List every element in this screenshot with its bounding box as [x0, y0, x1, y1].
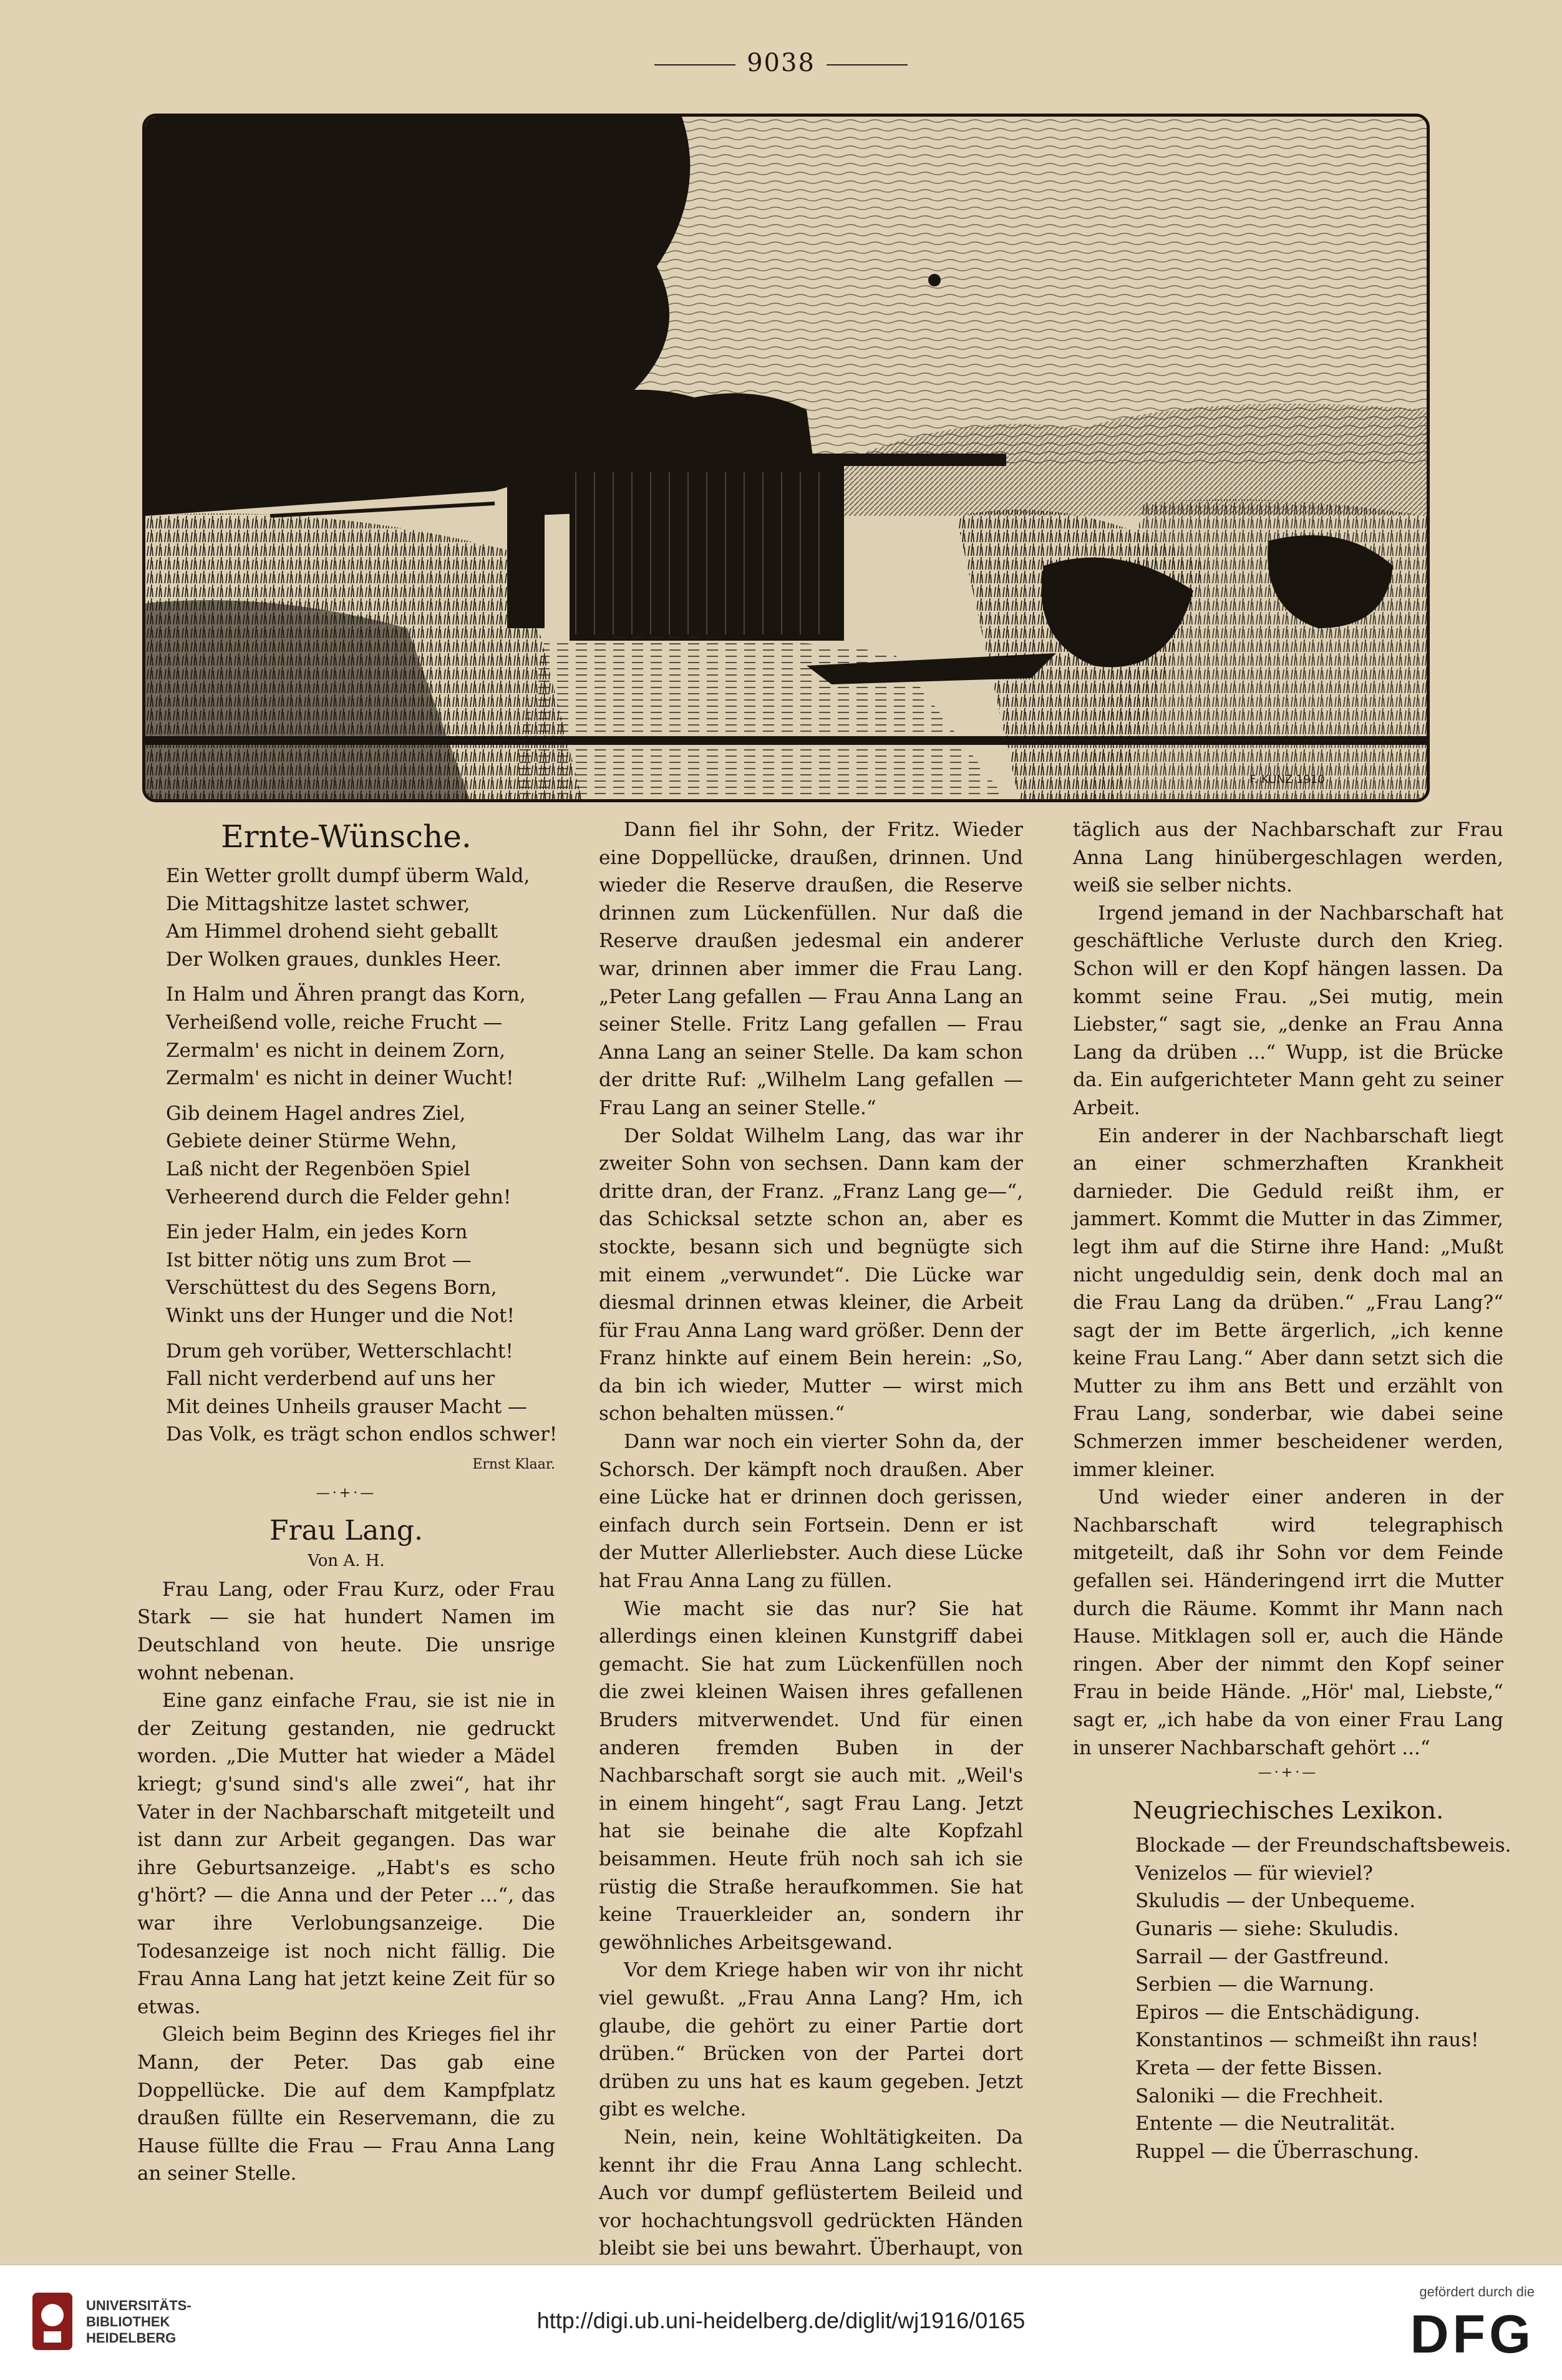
poem-line: Zermalm' es nicht in deiner Wucht!: [166, 1067, 514, 1090]
poem-line: Die Mittagshitze lastet schwer,: [166, 892, 470, 915]
poem-line: In Halm und Ähren prangt das Korn,: [166, 983, 526, 1006]
permalink-url[interactable]: http://digi.ub.uni-heidelberg.de/diglit/wj1916/0165: [536, 2308, 1026, 2333]
lexikon-list: [1073, 1832, 1511, 2165]
engraving-signature: F. KUNZ 1910: [1249, 773, 1325, 786]
library-name: UNIVERSITÄTS- BIBLIOTHEK HEIDELBERG: [86, 2298, 192, 2346]
poem-line: Mit deines Unheils grauser Macht —: [166, 1395, 528, 1418]
poem-stanza: [137, 862, 555, 973]
poem-line: Am Himmel drohend sieht geballt: [166, 920, 498, 943]
lexikon-entry: Konstantinos — schmeißt ihn raus!: [1135, 2029, 1479, 2052]
poem-line: Der Wolken graues, dunkles Heer.: [166, 948, 502, 971]
lexikon-entry: Ruppel — die Überraschung.: [1135, 2140, 1420, 2163]
section-divider: —·+·—: [1258, 1765, 1319, 1781]
poem-line: Winkt uns der Hunger und die Not!: [166, 1304, 515, 1327]
story-paragraph: Dann war noch ein vierter Sohn da, der Schorsch. Der kämpft noch draußen. Aber eine Lücke hat er drinnen doch gerissen, einfach durch sein Fortsein. Denn er ist der Mutter Allerliebster. Auch diese Lücke hat Frau Anna Lang zu füllen.: [599, 1430, 1023, 1593]
column-right: [1073, 816, 1511, 2165]
story-paragraph: Vor dem Kriege haben wir von ihr nicht viel gewußt. „Frau Anna Lang? Hm, ich glaube, die gehört zu einer Partie dort drüben.“ Brücken von der Partei dort drüben zu uns hat es kaum gegeben. Jetzt gibt es welche.: [599, 1959, 1023, 2121]
column-middle: [599, 816, 1023, 2290]
landscape-engraving: [142, 114, 1430, 802]
poem-title: Ernte-Wünsche.: [221, 818, 472, 855]
story-text-col2: [599, 816, 1023, 2290]
poem-line: Laß nicht der Regenböen Spiel: [166, 1157, 470, 1180]
lexikon-entry: Epiros — die Entschädigung.: [1135, 2001, 1420, 2024]
lexikon-entry: Blockade — der Freundschaftsbeweis.: [1135, 1834, 1511, 1857]
story-paragraph: Dann fiel ihr Sohn, der Fritz. Wieder eine Doppellücke, draußen, drinnen. Und wieder die Reserve draußen, die Reserve drinnen zum Lückenfüllen. Nur daß die Reserve draußen jedesmal ein anderer war, drinnen aber immer die Frau Lang. „Peter Lang gefallen — Frau Anna Lang an seiner Stelle. Fritz Lang gefallen — Frau Anna Lang an seiner Stelle. Da kam schon der dritte Ruf: „Wilhelm Lang gefallen — Frau Lang an seiner Stelle.“: [599, 818, 1023, 1119]
story-paragraph: Irgend jemand in der Nachbarschaft hat geschäftliche Verluste durch den Krieg. Schon will er den Kopf hängen lassen. Da kommt seine Frau. „Sei mutig, mein Liebster,“ sagt sie, „denke an Frau Anna Lang da drüben ...“ Wupp, ist die Brücke da. Ein aufgerichteter Mann geht zu seiner Arbeit.: [1073, 901, 1503, 1119]
ornament-rule-right: [827, 64, 908, 66]
story-byline: Von A. H.: [308, 1551, 385, 1570]
funding-note: gefördert durch die: [1419, 2284, 1535, 2300]
poem-line: Verschüttest du des Segens Born,: [166, 1276, 497, 1299]
poem-stanza: [137, 981, 555, 1092]
poem-line: Gebiete deiner Stürme Wehn,: [166, 1130, 457, 1153]
lexikon-entry: Saloniki — die Frechheit.: [1135, 2084, 1384, 2107]
poem-line: Verheerend durch die Felder gehn!: [166, 1185, 512, 1208]
lexikon-entry: Entente — die Neutralität.: [1135, 2112, 1396, 2135]
poem-line: Verheißend volle, reiche Frucht —: [166, 1011, 503, 1034]
poem-line: Ein Wetter grollt dumpf überm Wald,: [166, 865, 530, 887]
poem-body: [137, 862, 558, 1449]
poem-stanza: [137, 1338, 558, 1449]
poem-author: Ernst Klaar.: [472, 1456, 555, 1472]
lexikon-entry: Gunaris — siehe: Skuludis.: [1135, 1917, 1399, 1940]
lexikon-entry: Venizelos — für wieviel?: [1135, 1862, 1373, 1885]
engraving-artwork: [145, 117, 1427, 799]
story-paragraph: Eine ganz einfache Frau, sie ist nie in der Zeitung gestanden, nie gedruckt worden. „Die Mutter hat wieder a Mädel kriegt; g'sund sind's alle zwei“, hat ihr Vater in der Nachbarschaft mitgeteilt und ist dann zur Arbeit gegangen. Das war ihre Geburtsanzeige. „Habt's es scho g'hört? — die Anna und der Peter ...“, das war ihre Verlobungsanzeige. Die Todesanzeige ist noch nicht fällig. Die Frau Anna Lang hat jetzt keine Zeit für so etwas.: [137, 1689, 555, 2018]
story-text-col3: [1073, 816, 1503, 1762]
ornament-rule-left: [654, 64, 735, 66]
story-text-col1: [137, 1576, 555, 2188]
poem-line: Gib deinem Hagel andres Ziel,: [166, 1102, 466, 1125]
section-divider: —·+·—: [316, 1485, 377, 1501]
lexikon-entry: Serbien — die Warnung.: [1135, 1973, 1375, 1996]
story-paragraph: Und wieder einer anderen in der Nachbarschaft wird telegraphisch mitgeteilt, daß ihr Sohn vor dem Feinde gefallen sei. Händeringend irrt die Mutter durch die Räume. Kommt ihr Mann nach Hause. Mitklagen soll er, auch die Hände ringen. Aber der nimmt den Kopf seiner Frau in beide Hände. „Hör' mal, Liebste,“ sagt er, „ich habe da von einer Frau Lang in unserer Nachbarschaft gehört ...“: [1073, 1486, 1503, 1759]
column-left: [137, 816, 558, 2188]
story-paragraph: Nein, nein, keine Wohltätigkeiten. Da kennt ihr die Frau Anna Lang schlecht. Auch vor dumpf geflüstertem Beileid und vor hochachtungsvoll gedrückten Händen bleibt sie bei uns bewahrt. Überhaupt, von: [599, 2125, 1023, 2260]
lexikon-entry: Skuludis — der Unbequeme.: [1135, 1890, 1416, 1913]
poem-line: Fall nicht verderbend auf uns her: [166, 1367, 495, 1391]
poem-line: Drum geh vorüber, Wetterschlacht!: [166, 1339, 513, 1362]
lexikon-entry: Sarrail — der Gastfreund.: [1135, 1945, 1390, 1968]
lexikon-entry: Kreta — der fette Bissen.: [1135, 2056, 1383, 2079]
lexikon-title: Neugriechisches Lexikon.: [1132, 1797, 1444, 1825]
dfg-logo: DFG: [1410, 2305, 1535, 2364]
poem-line: Das Volk, es trägt schon endlos schwer!: [166, 1423, 558, 1446]
poem-stanza: [137, 1100, 555, 1211]
footer-bar: [0, 2265, 1562, 2380]
page-number: 9038: [747, 49, 815, 77]
story-paragraph: Ein anderer in der Nachbarschaft liegt an einer schmerzhaften Krankheit darnieder. Die Geduld reißt ihm, er jammert. Kommt die Mutter in das Zimmer, legt ihm auf die Stirne ihre Hand: „Mußt nicht ungeduldig sein, denk doch mal an die Frau Lang da drüben.“ „Frau Lang?“ sagt der im Bette ärgerlich, „ich kenne keine Frau Lang.“ Aber dann setzt sich die Mutter zu ihm ans Bett und erzählt von Frau Lang, sonderbar, wie dabei seine Schmerzen immer bescheidener werden, immer kleiner.: [1073, 1124, 1503, 1481]
poem-line: Ein jeder Halm, ein jedes Korn: [166, 1221, 468, 1244]
poem-stanza: [137, 1218, 555, 1329]
poem-line: Zermalm' es nicht in deinem Zorn,: [166, 1039, 506, 1062]
story-paragraph: Gleich beim Beginn des Krieges fiel ihr Mann, der Peter. Das gab eine Doppellücke. Die auf dem Kampfplatz draußen füllte ein Reservemann, die zu Hause füllte die Frau — Frau Anna Lang an seiner Stelle.: [137, 2023, 555, 2185]
poem-line: Ist bitter nötig uns zum Brot —: [166, 1248, 472, 1271]
story-paragraph: Wie macht sie das nur? Sie hat allerdings einen kleinen Kunstgriff dabei gemacht. Sie hat zum Lückenfüllen noch die zwei kleinen Waisen ihres gefallenen Bruders mitverwendet. Und für einen anderen fremden Buben in der Nachbarschaft sorgt sie auch mit. „Weil's in einem hingeht“, sagt Frau Lang. Jetzt hat sie beinahe die alte Kopfzahl beisammen. Heute früh noch sah ich sie rüstig die Straße heraufkommen. Sie hat keine Trauerkleider an, sondern ihr gewöhnliches Arbeitsgewand.: [599, 1597, 1023, 1954]
story-paragraph: Frau Lang, oder Frau Kurz, oder Frau Stark — sie hat hundert Namen im Deutschland von heute. Die unsrige wohnt nebenan.: [137, 1578, 555, 1684]
story-paragraph: Der Soldat Wilhelm Lang, das war ihr zweiter Sohn von sechsen. Dann kam der dritte dran, der Franz. „Franz Lang ge—“, das Schicksal setzte schon an, aber es stockte, besann sich und begnügte sich mit einem „verwundet“. Die Lücke war diesmal drinnen etwas kleiner, die Arbeit für Frau Anna Lang ward größer. Denn der Franz hinkte auf einem Bein herein: „So, da bin ich wieder, Mutter — wirst mich schon behalten müssen.“: [599, 1124, 1023, 1426]
page-header: [0, 49, 1562, 77]
story-title: Frau Lang.: [269, 1514, 424, 1547]
story-paragraph: täglich aus der Nachbarschaft zur Frau Anna Lang hinübergeschlagen werden, weiß sie selber nichts.: [1073, 818, 1503, 897]
